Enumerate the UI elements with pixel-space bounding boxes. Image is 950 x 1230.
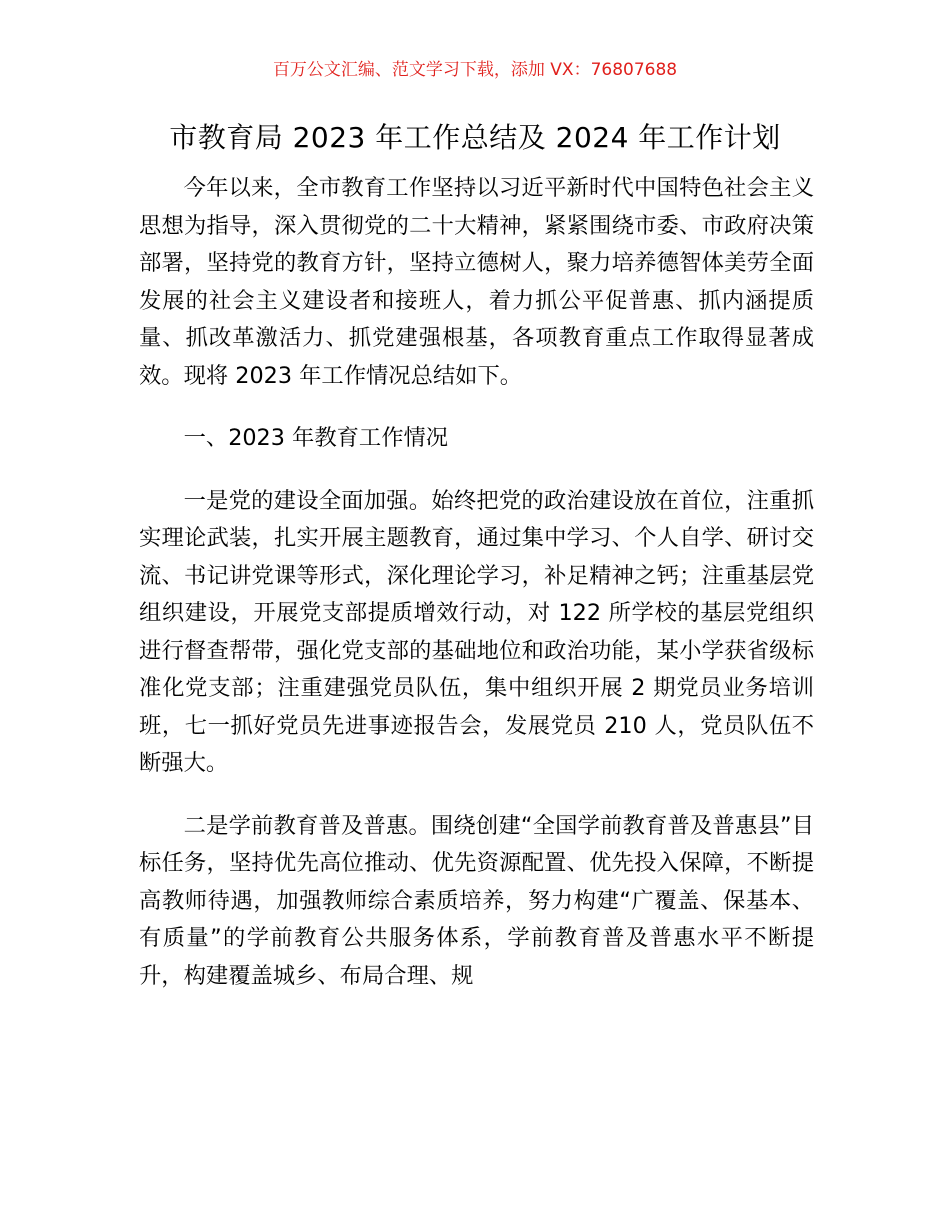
section-heading: 一、2023 年教育工作情况 — [183, 425, 449, 451]
intro-paragraph: 今年以来，全市教育工作坚持以习近平新时代中国特色社会主义思想为指导，深入贯彻党的二十大精神，紧紧围绕市委、市政府决策部署，坚持党的教育方针，坚持立德树人，聚力培养德智体美劳全面发展的社会主义建设者和接班人，着力抓公平促普惠、抓内涵提质量、抓改革激活力、抓党建强根基，各项教育重点工作取得显著成效。现将 2023 年工作情况总结如下。 — [139, 175, 814, 389]
body-paragraph-preschool: 二是学前教育普及普惠。围绕创建“全国学前教育普及普惠县”目标任务，坚持优先高位推动、优先资源配置、优先投入保障，不断提高教师待遇，加强教师综合素质培养，努力构建“广覆盖、保基本、有质量”的学前教育公共服务体系，学前教育普及普惠水平不断提升，构建覆盖城乡、布局合理、规 — [139, 812, 814, 989]
body-paragraph-party-building: 一是党的建设全面加强。始终把党的政治建设放在首位，注重抓实理论武装，扎实开展主题教育，通过集中学习、个人自学、研讨交流、书记讲党课等形式，深化理论学习，补足精神之钙；注重基层党组织建设，开展党支部提质增效行动，对 122 所学校的基层党组织进行督查帮带，强化党支部的基础地位和政治功能，某小学获省级标准化党支部；注重建强党员队伍，集中组织开展 2 期党员业务培训班，七一抓好党员先进事迹报告会，发展党员 210 人，党员队伍不断强大。 — [139, 487, 814, 776]
document-body — [139, 170, 814, 995]
watermark-banner: 百万公文汇编、范文学习下载，添加 VX：76807688 — [272, 60, 678, 80]
document-title: 市教育局 2023 年工作总结及 2024 年工作计划 — [169, 121, 781, 154]
